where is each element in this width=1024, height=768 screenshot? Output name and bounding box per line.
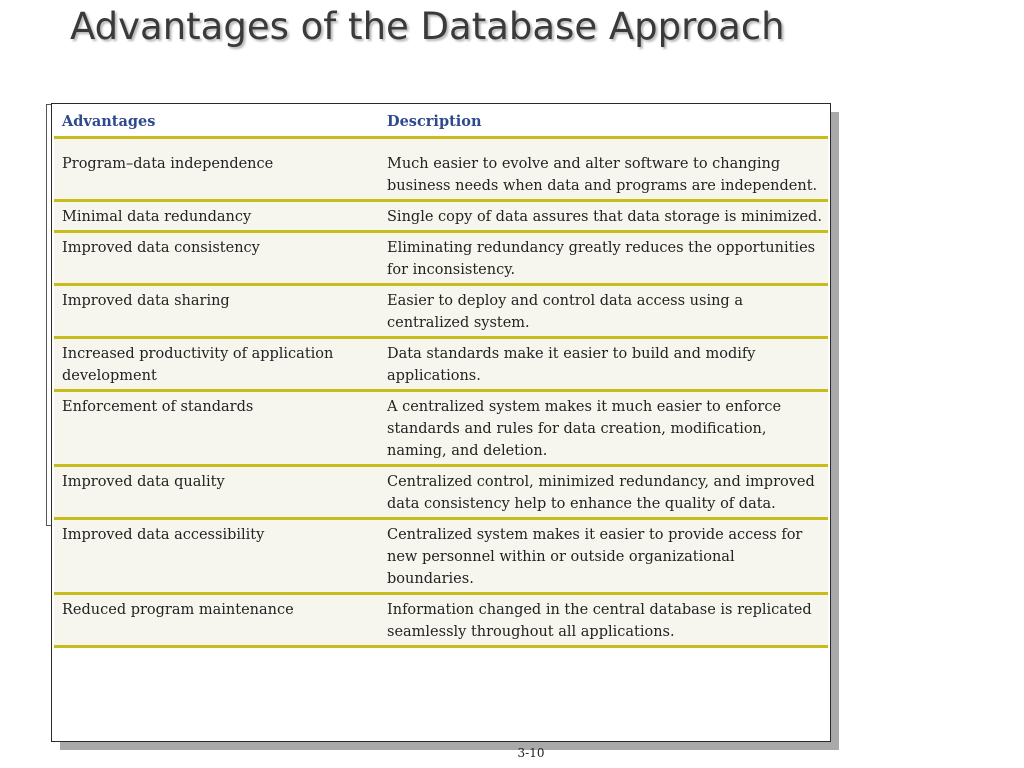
column-header-advantages: Advantages [54, 106, 379, 138]
advantage-cell: Reduced program maintenance [54, 594, 379, 647]
advantage-cell: Enforcement of standards [54, 391, 379, 466]
advantage-cell: Improved data quality [54, 466, 379, 519]
table-row [54, 201, 828, 232]
advantages-table [54, 106, 828, 648]
table-row [54, 391, 828, 466]
description-cell: Centralized control, minimized redundancy, and improved data consistency help to enhance the quality of data. [379, 466, 828, 519]
description-cell: Single copy of data assures that data storage is minimized. [379, 201, 828, 232]
column-header-description: Description [379, 106, 828, 138]
advantage-cell: Program–data independence [54, 138, 379, 201]
advantage-cell: Improved data accessibility [54, 519, 379, 594]
description-cell: A centralized system makes it much easier to enforce standards and rules for data creation, modification, naming, and deletion. [379, 391, 828, 466]
table-row [54, 232, 828, 285]
advantage-cell: Improved data consistency [54, 232, 379, 285]
description-cell: Data standards make it easier to build and modify applications. [379, 338, 828, 391]
advantage-cell: Increased productivity of application development [54, 338, 379, 391]
table-row [54, 466, 828, 519]
advantage-cell: Minimal data redundancy [54, 201, 379, 232]
description-cell: Much easier to evolve and alter software to changing business needs when data and programs are independent. [379, 138, 828, 201]
slide-title: Advantages of the Database Approach [70, 5, 785, 48]
table-row [54, 338, 828, 391]
table-row [54, 138, 828, 201]
table-row [54, 519, 828, 594]
advantages-table-container [51, 103, 831, 742]
description-cell: Easier to deploy and control data access using a centralized system. [379, 285, 828, 338]
description-cell: Information changed in the central database is replicated seamlessly throughout all applications. [379, 594, 828, 647]
description-cell: Centralized system makes it easier to provide access for new personnel within or outside organizational boundaries. [379, 519, 828, 594]
table-row [54, 285, 828, 338]
table-row [54, 594, 828, 647]
description-cell: Eliminating redundancy greatly reduces the opportunities for inconsistency. [379, 232, 828, 285]
advantage-cell: Improved data sharing [54, 285, 379, 338]
table-header-row [54, 106, 828, 138]
page-number: 3-10 [517, 746, 545, 760]
